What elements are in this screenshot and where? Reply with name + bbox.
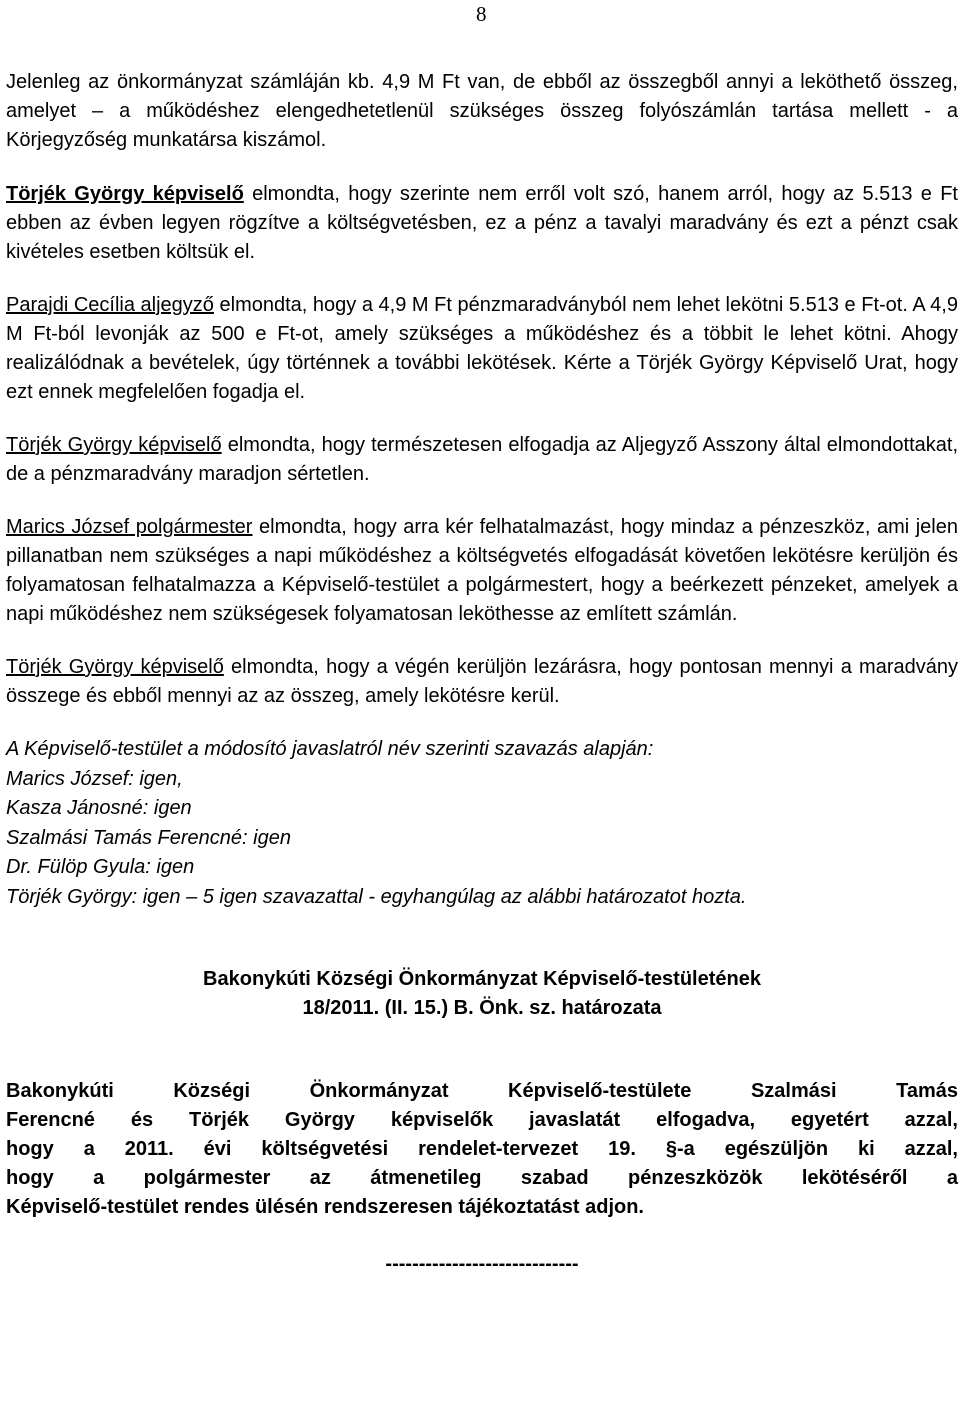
paragraph-parajdi [6,291,958,407]
speaker-name: Törjék György képviselő [6,656,224,678]
speaker-name: Parajdi Cecília aljegyző [6,294,214,316]
document-body [6,68,958,1279]
vote-line: Törjék György: igen – 5 igen szavazattal - egyhangúlag az alábbi határozatot hozta. [6,885,747,908]
vote-section [6,735,958,912]
paragraph-text: elmondta, hogy szerinte nem erről volt szó, hanem arról, hogy az 5.513 e Ft ebben az évben legyen rögzítve a költségvetésben, ez a pénz a tavalyi maradvány és ezt a pénzt csak kivételes esetben költsük el. [6,183,958,263]
resolution-title [6,965,958,1023]
resolution-number: 18/2011. (II. 15.) B. Önk. sz. határozata [302,997,662,1019]
speaker-name: Marics József polgármester [6,516,253,538]
page-number: 8 [476,2,487,26]
resolution-body [6,1077,958,1222]
separator-line: ----------------------------- [385,1253,579,1275]
resolution-line: hogy a 2011. évi költségvetési rendelet-tervezet 19. §-a egészüljön ki azzal, [6,1138,958,1160]
vote-line: Kasza Jánosné: igen [6,797,192,819]
paragraph-account-balance: Jelenleg az önkormányzat számláján kb. 4,9 M Ft van, de ebből az összegből annyi a leköthető összeg, amelyet – a működéshez elengedhetetlenül szükséges összeg folyószámlán tartása mellett - a Körjegyzőség munkatársa kiszámol. [6,71,958,151]
paragraph-text: elmondta, hogy arra kér felhatalmazást, hogy mindaz a pénzeszköz, ami jelen pillanatban nem szükséges a napi működéshez a költségvetés elfogadását követően lekötésre kerüljön és folyamatosan felhatalmazza a Képviselő-testület a polgármestert, hogy a beérkezett pénzeket, amelyek a napi működéshez nem szükségesek folyamatosan leköthesse az említett számlán. [6,516,958,625]
vote-line: Szalmási Tamás Ferencné: igen [6,826,291,849]
vote-line: Marics József: igen, [6,767,183,790]
paragraph-text: elmondta, hogy természetesen elfogadja az Aljegyző Asszony által elmondottakat, de a pénzmaradvány maradjon sértetlen. [6,434,958,485]
resolution-line: Ferencné és Törjék György képviselők javaslatát elfogadva, egyetért azzal, [6,1109,958,1131]
paragraph-text: elmondta, hogy a végén kerüljön lezárásra, hogy pontosan mennyi a maradvány összege és ebből mennyi az az összeg, amely lekötésre kerül. [6,656,958,707]
paragraph-torjek-3 [6,653,958,711]
vote-intro: A Képviselő-testület a módosító javaslatról név szerinti szavazás alapján: [6,738,654,760]
paragraph-torjek-1 [6,180,958,267]
paragraph-torjek-2 [6,431,958,489]
speaker-name: Törjék György képviselő [6,434,222,456]
vote-line: Dr. Fülöp Gyula: igen [6,856,195,878]
resolution-line: hogy a polgármester az átmenetileg szabad pénzeszközök lekötéséről a [6,1167,958,1189]
resolution-line: Bakonykúti Községi Önkormányzat Képviselő-testülete Szalmási Tamás [6,1080,958,1102]
paragraph-text: elmondta, hogy a 4,9 M Ft pénzmaradványból nem lehet lekötni 5.513 e Ft-ot. A 4,9 M Ft-ból levonják az 500 e Ft-ot, amely szükséges a működéshez és a többit le lehet kötni. Ahogy realizálódnak a bevételek, úgy történnek a további lekötések. Kérte a Törjék György Képviselő Urat, hogy ezt ennek megfelelően fogadja el. [6,294,958,403]
paragraph-marics [6,513,958,629]
resolution-line: Képviselő-testület rendes ülésén rendszeresen tájékoztatást adjon. [6,1196,644,1218]
speaker-name: Törjék György képviselő [6,183,244,205]
resolution-title-line: Bakonykúti Községi Önkormányzat Képviselő-testületének [203,968,761,990]
